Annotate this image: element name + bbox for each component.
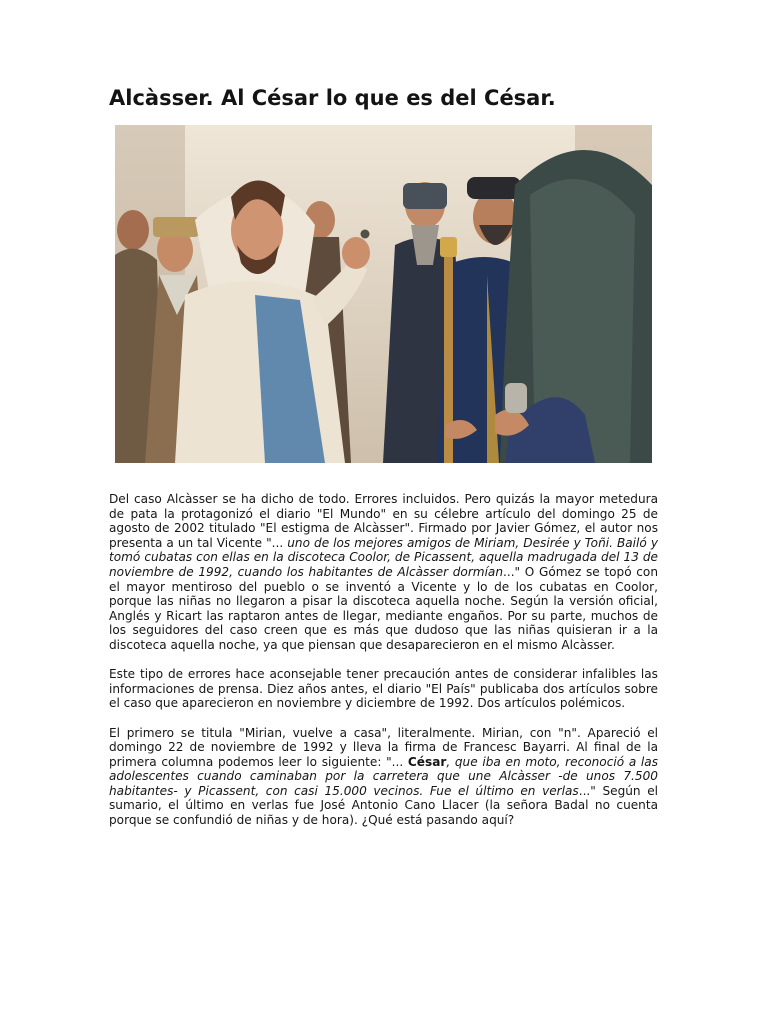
paragraph-3 (109, 726, 658, 828)
article-title: Alcàsser. Al César lo que es del César. (109, 86, 556, 110)
text-run: Este tipo de errores hace aconsejable tener precaución antes de considerar infalibles las informaciones de prensa. Diez años antes, el diario "El País" publicaba dos artículos sobre el caso que aparecieron en noviembre y diciembre de 1992. Dos artículos polémicos. (109, 667, 658, 711)
paragraph-2 (109, 667, 658, 711)
text-run: Del caso Alcàsser se ha dicho de todo. Errores incluidos. Pero quizás la mayor metedura de pata la protagonizó el diario "El Mundo" en su célebre artículo del domingo 25 de agosto de 2002 titulado "El estigma de Alcàsser". Firmado por Javier Gómez, el autor nos presenta a un tal Vicente "... (109, 492, 658, 550)
text-run: ..." O Gómez se topó con el mayor mentiroso del pueblo o se inventó a Vicente y lo de los cubatas en Coolor, porque las niñas no llegaron a pisar la discoteca aquella noche. Según la versión oficial, Anglés y Ricart las raptaron antes de llegar, mediante engaños. Por su parte, muchos de los seguidores del caso creen que es más que dudoso que las niñas quisieran ir a la discoteca aquella noche, ya que piensan que desaparecieron en el mismo Alcàsser. (109, 564, 658, 652)
text-run-italic: uno de los mejores amigos de Miriam, Desirée y Toñi. Bailó y tomó cubatas con ellas en la discoteca Coolor, de Picassent, aquella madrugada del 13 de noviembre de 1992, cuando los habitantes de Alcàsser dormían (109, 535, 658, 579)
article-photo-illustration (115, 125, 652, 463)
text-run-italic: , que iba en moto, reconoció a las adolescentes cuando caminaban por la carretera que une Alcàsser -de unos 7.500 habitantes- y Picassent, con casi 15.000 vecinos. Fue el último en verlas (109, 754, 658, 798)
paragraph-1 (109, 492, 658, 653)
article-body (109, 492, 658, 842)
article-photo (115, 125, 652, 463)
text-run-bold: César (407, 754, 447, 769)
text-run: El primero se titula "Mirian, vuelve a casa", literalmente. Mirian, con "n". Apareció el domingo 22 de noviembre de 1992 y lleva la firma de Francesc Bayarri. Al final de la primera columna podemos leer lo siguiente: "... (109, 725, 658, 769)
text-run: ..." Según el sumario, el último en verlas fue José Antonio Cano Llacer (la señora Badal no cuenta porque se confundió de niñas y de hora). ¿Qué está pasando aquí? (109, 783, 658, 828)
